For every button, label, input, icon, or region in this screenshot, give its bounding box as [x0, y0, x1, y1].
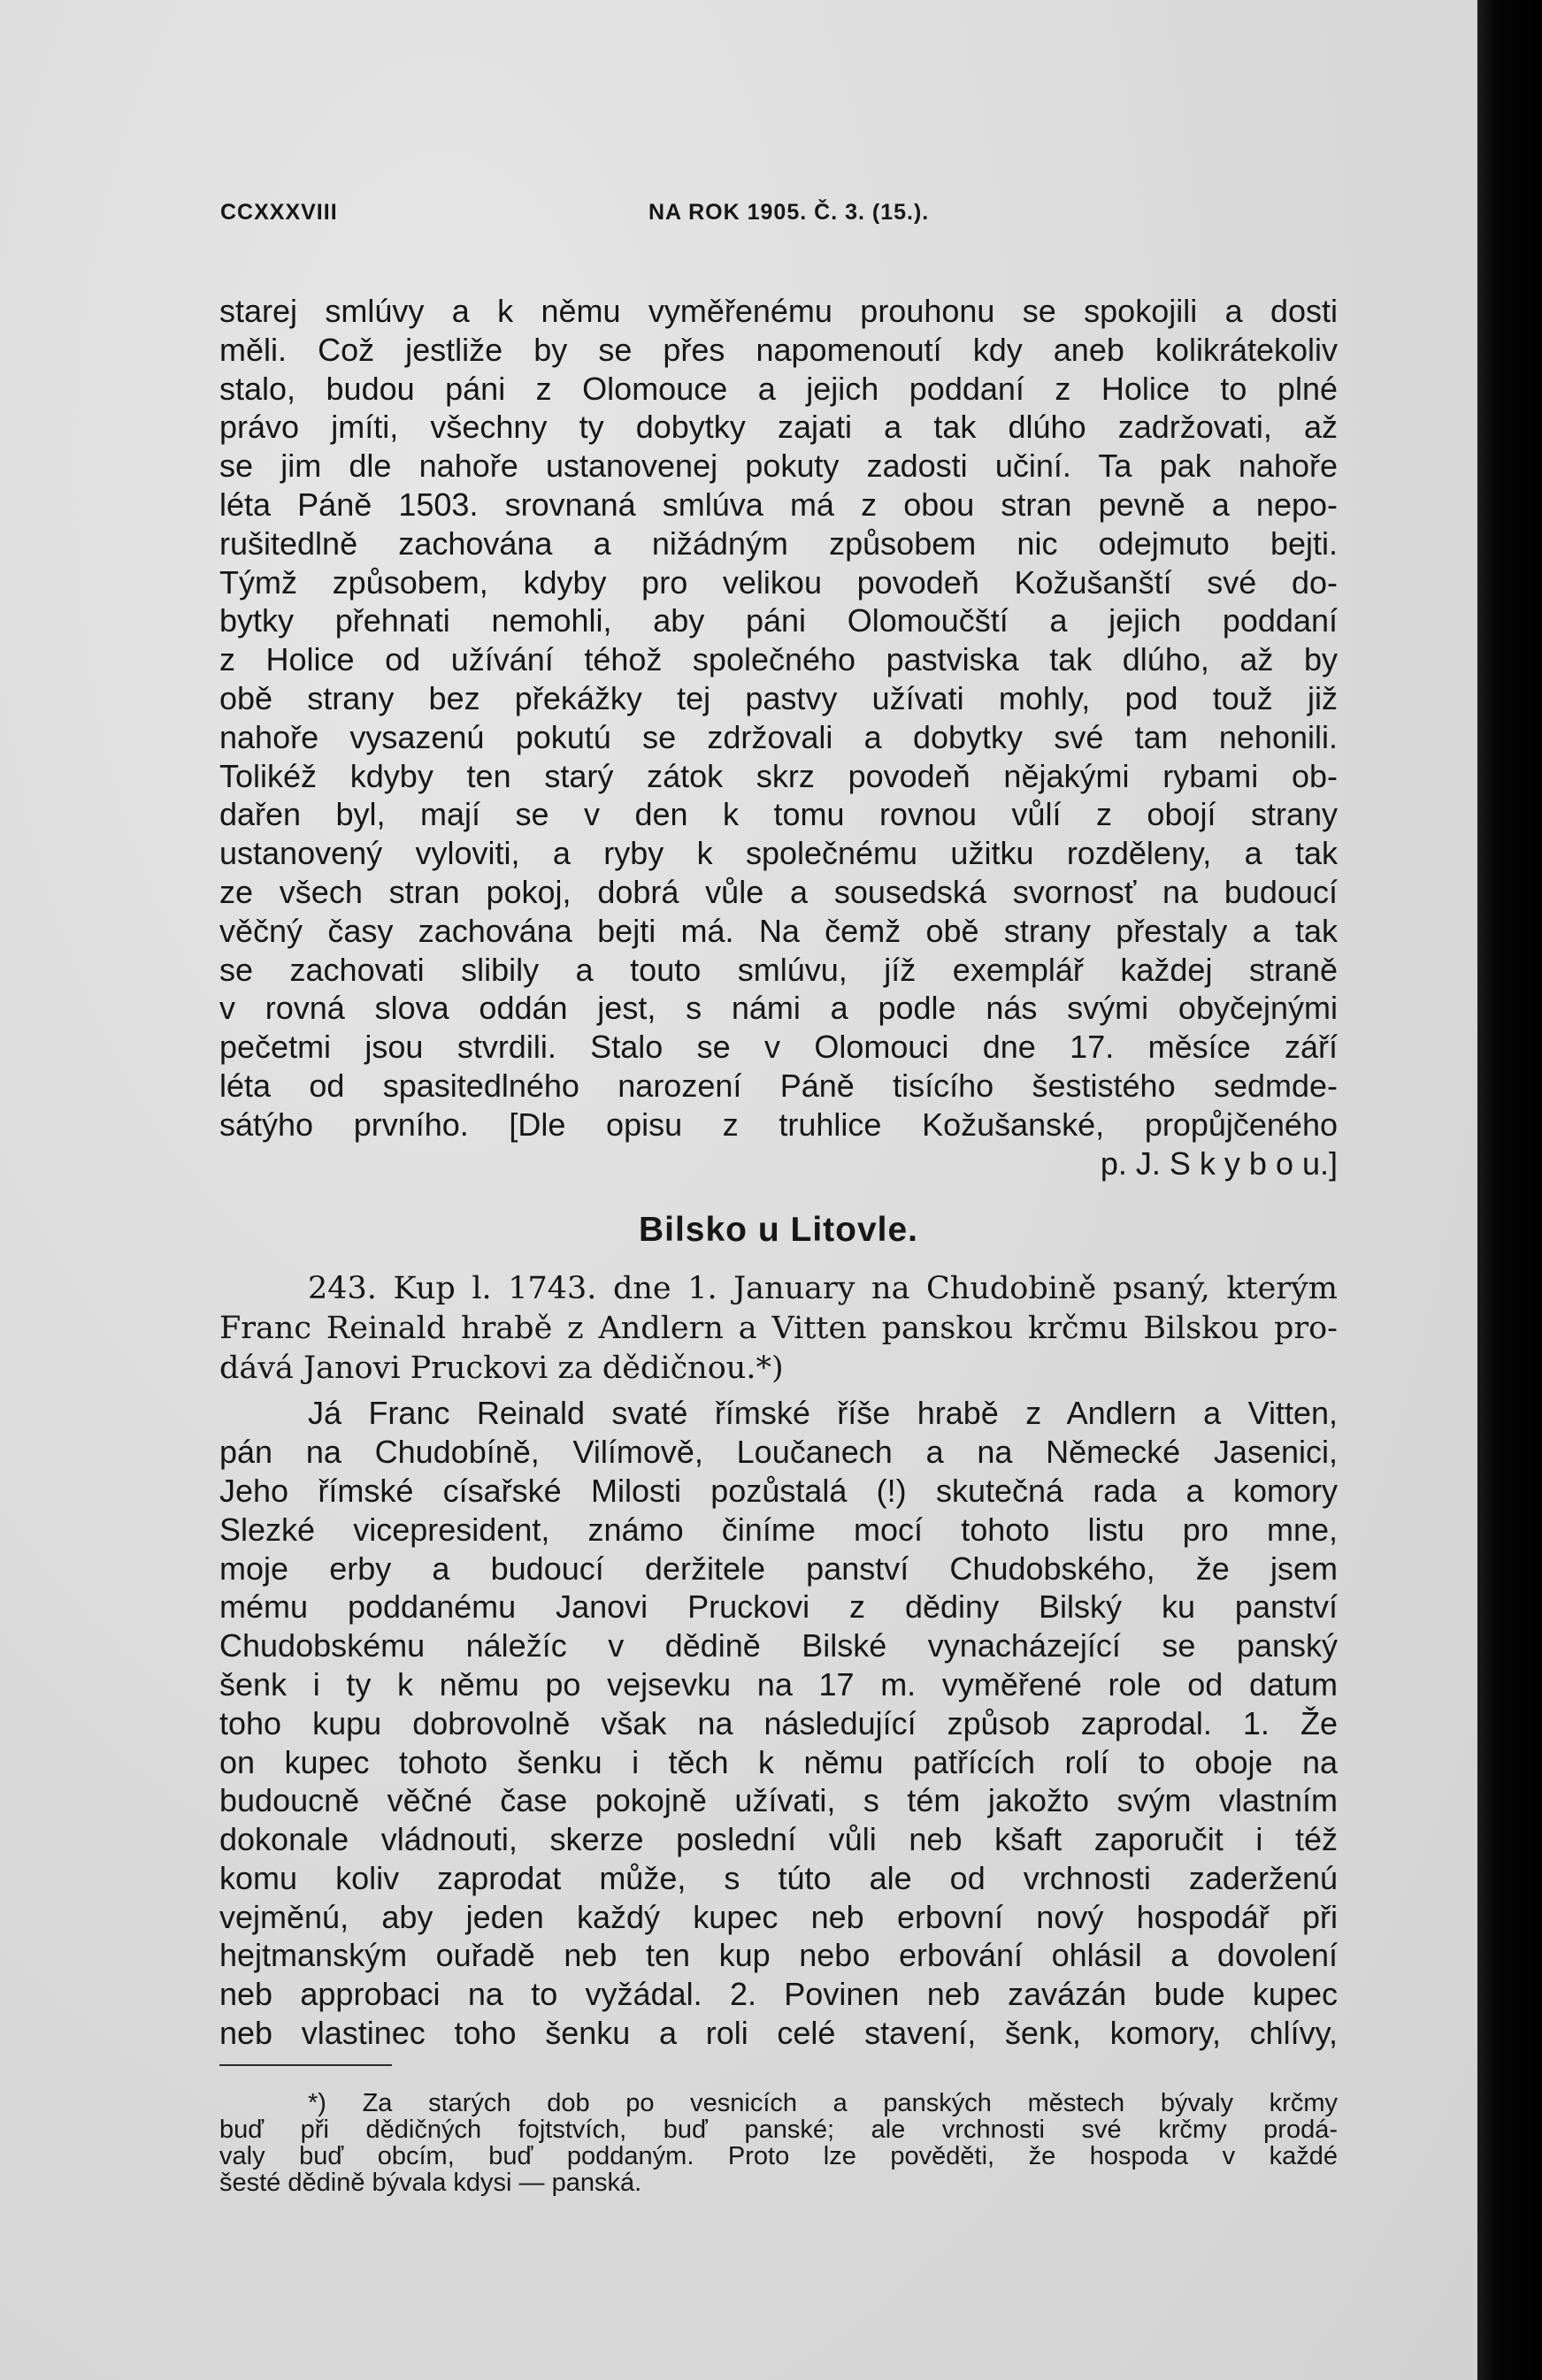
text-line: Slezké vicepresident, známo činíme mocí tohoto listu pro mne,	[219, 1511, 1338, 1548]
text-line: bytky přehnati nemohli, aby páni Olomoučští a jejich poddaní	[219, 602, 1338, 639]
text-line: rušitedlně zachována a nižádným způsobem nic odejmuto bejti.	[219, 524, 1338, 562]
text-line: pán na Chudobíně, Vilímově, Loučanech a na Německé Jasenici,	[219, 1434, 1338, 1471]
main-text	[219, 292, 1338, 2053]
text-line: léta od spasitedlného narození Páně tisícího šestistého sedmde-	[219, 1067, 1338, 1104]
text-line: neb vlastinec toho šenku a roli celé stavení, šenk, komory, chlívy,	[219, 2015, 1338, 2052]
footnote-line: *) Za starých dob po vesnicích a panských městech bývaly krčmy	[308, 2089, 1338, 2117]
text-line: moje erby a budoucí deržitele panství Chudobského, že jsem	[219, 1550, 1338, 1587]
footnote-line: valy buď obcím, buď poddaným. Proto lze pověděti, že hospoda v každé	[219, 2142, 1338, 2170]
text-line: šenk i ty k němu po vejsevku na 17 m. vyměřené role od datum	[219, 1665, 1338, 1703]
text-line: komu koliv zaprodat může, s túto ale od vrchnosti zaderženú	[219, 1859, 1338, 1896]
text-line: mému poddanému Janovi Pruckovi z dědiny Bilský ku panství	[219, 1588, 1338, 1626]
text-line: věčný časy zachována bejti má. Na čemž obě strany přestaly a tak	[219, 912, 1338, 949]
text-line: vejměnú, aby jeden každý kupec neb erbovní nový hospodář při	[219, 1898, 1338, 1935]
text-line: neb approbaci na to vyžádal. 2. Povinen neb zavázán bude kupec	[219, 1976, 1338, 2013]
scan-edge	[1477, 0, 1542, 2380]
text-line: se jim dle nahoře ustanovenej pokuty zadosti učiní. Ta pak nahoře	[219, 448, 1338, 485]
entry-title-line: Franc Reinald hrabě z Andlern a Vitten panskou krčmu Bilskou pro-	[219, 1311, 1338, 1347]
text-line: sátýho prvního. [Dle opisu z truhlice Kožušanské, propůjčeného	[219, 1106, 1338, 1143]
text-line: Tolikéž kdyby ten starý zátok skrz povodeň nějakými rybami ob-	[219, 757, 1338, 794]
text-line: Já Franc Reinald svaté římské říše hrabě z Andlern a Vitten,	[308, 1395, 1338, 1432]
text-line: ze všech stran pokoj, dobrá vůle a sousedská svornosť na budoucí	[219, 873, 1338, 910]
text-line: z Holice od užívání téhož společného pastviska tak dlúho, až by	[219, 641, 1338, 678]
entry-title	[219, 1269, 1338, 1389]
text-line: v rovná slova oddán jest, s námi a podle nás svými obyčejnými	[219, 990, 1338, 1027]
issue-reference: NA ROK 1905. Č. 3. (15.).	[648, 200, 930, 225]
document-text	[219, 1394, 1338, 2053]
footnote-line: buď při dědičných fojtstvích, buď panské; ale vrchnosti své krčmy prodá-	[219, 2116, 1338, 2144]
text-line: ustanovený vyloviti, a ryby k společnému užitku rozděleny, a tak	[219, 835, 1338, 872]
text-line: budoucně věčné čase pokojně užívati, s tém jakožto svým vlastním	[219, 1782, 1338, 1819]
text-line: Chudobskému náležíc v dědině Bilské vynacházející se panský	[219, 1627, 1338, 1664]
paragraph-continuation	[219, 292, 1338, 1182]
page-number-roman: CCXXXVIII	[220, 200, 338, 225]
text-line: toho kupu dobrovolně však na následující způsob zaprodal. 1. Že	[219, 1704, 1338, 1741]
text-line: právo jmíti, všechny ty dobytky zajati a tak dlúho zadržovati, až	[219, 409, 1338, 446]
text-line: léta Páně 1503. srovnaná smlúva má z obou stran pevně a nepo-	[219, 486, 1338, 523]
section-title: Bilsko u Litovle.	[638, 1211, 919, 1250]
text-line: Jeho římské císařské Milosti pozůstalá (!) skutečná rada a komory	[219, 1472, 1338, 1509]
text-line: dařen byl, mají se v den k tomu rovnou vůlí z obojí strany	[219, 796, 1338, 833]
text-line: on kupec tohoto šenku i těch k němu patřících rolí to oboje na	[219, 1743, 1338, 1780]
text-line: obě strany bez překážky tej pastvy užívati mohly, pod touž již	[219, 679, 1338, 716]
text-line: starej smlúvy a k němu vyměřenému prouhonu se spokojili a dosti	[219, 293, 1338, 329]
text-line: pečetmi jsou stvrdili. Stalo se v Olomouci dne 17. měsíce září	[219, 1029, 1338, 1066]
footnote	[219, 2090, 1338, 2196]
text-line: Týmž způsobem, kdyby pro velikou povodeň Kožušanští své do-	[219, 563, 1338, 601]
text-line: dokonale vládnouti, skerze poslední vůli neb kšaft zaporučit i též	[219, 1821, 1338, 1858]
footnote-divider	[219, 2064, 392, 2066]
text-line: měli. Což jestliže by se přes napomenoutí kdy aneb kolikrátekoliv	[219, 331, 1338, 368]
source-signature: p. J. S k y b o u.]	[1100, 1144, 1338, 1182]
text-line: hejtmanským ouřadě neb ten kup nebo erbování ohlásil a dovolení	[219, 1937, 1338, 1974]
text-line: stalo, budou páni z Olomouce a jejich poddaní z Holice to plné	[219, 370, 1338, 407]
text-line: se zachovati slibily a touto smlúvu, jíž exemplář každej straně	[219, 951, 1338, 988]
entry-title-line: 243. Kup l. 1743. dne 1. January na Chudobině psaný, kterým	[308, 1271, 1338, 1307]
entry-title-line: dává Janovi Pruckovi za dědičnou.*)	[219, 1351, 784, 1387]
text-line: nahoře vysazenú pokutú se zdržovali a dobytky své tam nehonili.	[219, 718, 1338, 755]
footnote-line: šesté dědině bývala kdysi — panská.	[219, 2169, 642, 2197]
